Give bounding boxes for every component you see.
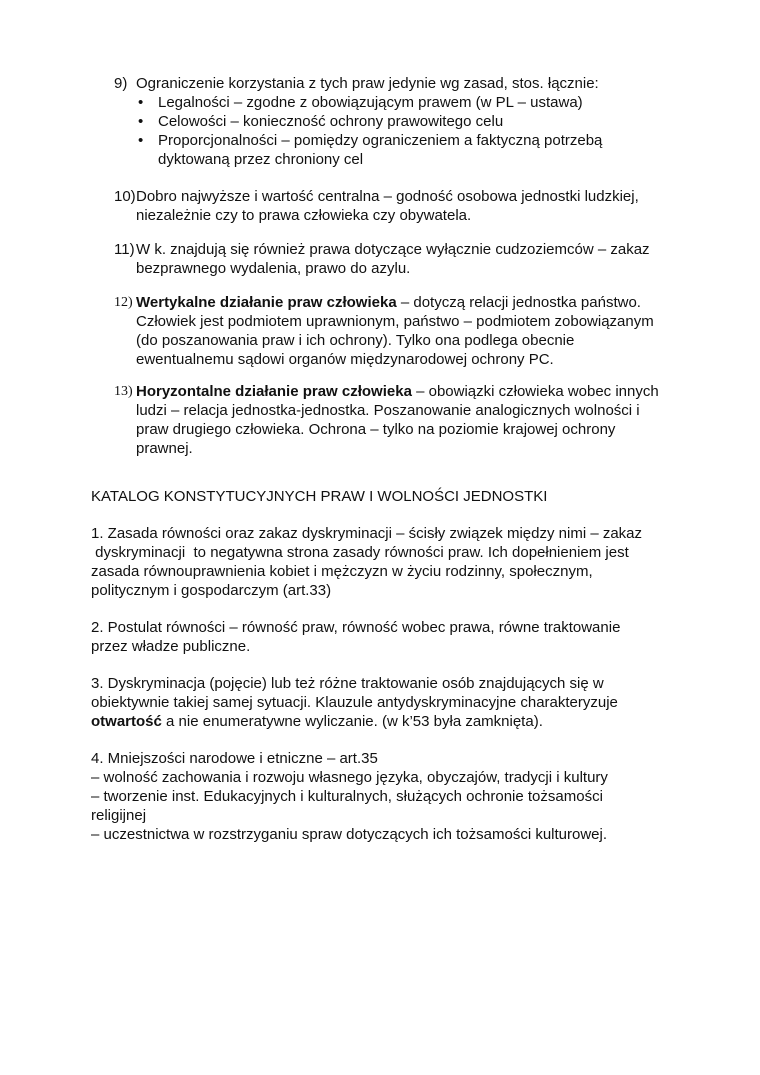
- bullet-icon: •: [138, 113, 144, 130]
- bold-term: Wertykalne działanie praw człowieka: [136, 294, 397, 311]
- bullet-list: [136, 93, 674, 169]
- list-item-text: – dotyczą relacji jednostka państwo. Człowiek jest podmiotem uprawnionym, państwo – podmiotem zobowiązanym (do poszanowania praw i ich ochrony). Tylko ona podlega obecnie ewentualnemu sądowi organów międzynarodowej ochrony PC.: [136, 294, 654, 368]
- list-number: 11): [114, 241, 135, 258]
- section-heading: KATALOG KONSTYTUCYJNYCH PRAW I WOLNOŚCI JEDNOSTKI: [91, 488, 548, 505]
- list-item-body: [136, 74, 674, 169]
- paragraph-3: 3. Dyskryminacja (pojęcie) lub też różne traktowanie osób znajdujących się w obiektywnie takiej samej sytuacji. Klauzule antydyskryminacyjne charakteryzuje otwartość a nie enumeratywne wyliczanie. (w k’53 była zamknięta).: [91, 675, 618, 730]
- list-item-9: [114, 74, 674, 169]
- paragraph-1: 1. Zasada równości oraz zakaz dyskryminacji – ścisły związek między nimi – zakaz dyskryminacji to negatywna strona zasady równości praw. Ich dopełnieniem jest zasada równouprawnienia kobiet i mężczyzn w życiu rodzinny, społecznym, politycznym i gospodarczym (art.33): [91, 525, 643, 599]
- bullet-icon: •: [138, 132, 144, 149]
- bullet-item: • Celowości – konieczność ochrony prawowitego celu: [138, 113, 504, 130]
- catalog-section: [91, 487, 671, 844]
- list-number: 10): [114, 188, 136, 205]
- bold-term: Horyzontalne działanie praw człowieka: [136, 383, 412, 400]
- list-item-text: Ograniczenie korzystania z tych praw jedynie wg zasad, stos. łącznie:: [136, 75, 599, 92]
- list-item-12: [114, 293, 674, 369]
- bullet-item: • Proporcjonalności – pomiędzy ograniczeniem a faktyczną potrzebą dyktowaną przez chroniony cel: [138, 132, 603, 168]
- list-number: 13): [114, 384, 133, 399]
- list-number: 9): [114, 75, 128, 92]
- list-item-text: Dobro najwyższe i wartość centralna – godność osobowa jednostki ludzkiej, niezależnie czy to prawa człowieka czy obywatela.: [136, 188, 639, 224]
- list-item-10: [114, 187, 674, 225]
- list-item-body: [136, 293, 674, 369]
- list-item-body: [136, 382, 674, 458]
- list-number: 12): [114, 295, 133, 310]
- list-item-11: [114, 240, 674, 278]
- list-item-text: W k. znajdują się również prawa dotyczące wyłącznie cudzoziemców – zakaz bezprawnego wydalenia, prawo do azylu.: [136, 241, 650, 277]
- paragraph-2: 2. Postulat równości – równość praw, równość wobec prawa, równe traktowanie przez władze publiczne.: [91, 619, 621, 655]
- bold-term: otwartość: [91, 713, 162, 730]
- list-item-text: – obowiązki człowieka wobec innych ludzi – relacja jednostka-jednostka. Poszanowanie analogicznych wolności i praw drugiego człowieka. Ochrona – tylko na poziomie krajowej ochrony prawnej.: [136, 383, 659, 457]
- bullet-item: • Legalności – zgodne z obowiązującym prawem (w PL – ustawa): [138, 94, 583, 111]
- paragraph-4: 4. Mniejszości narodowe i etniczne – art.35 – wolność zachowania i rozwoju własnego języka, obyczajów, tradycji i kultury – tworzenie inst. Edukacyjnych i kulturalnych, służących ochronie tożsamości religijnej – uczestnictwa w rozstrzyganiu spraw dotyczących ich tożsamości kulturowej.: [91, 750, 608, 843]
- list-item-13: [114, 382, 674, 458]
- bullet-icon: •: [138, 94, 144, 111]
